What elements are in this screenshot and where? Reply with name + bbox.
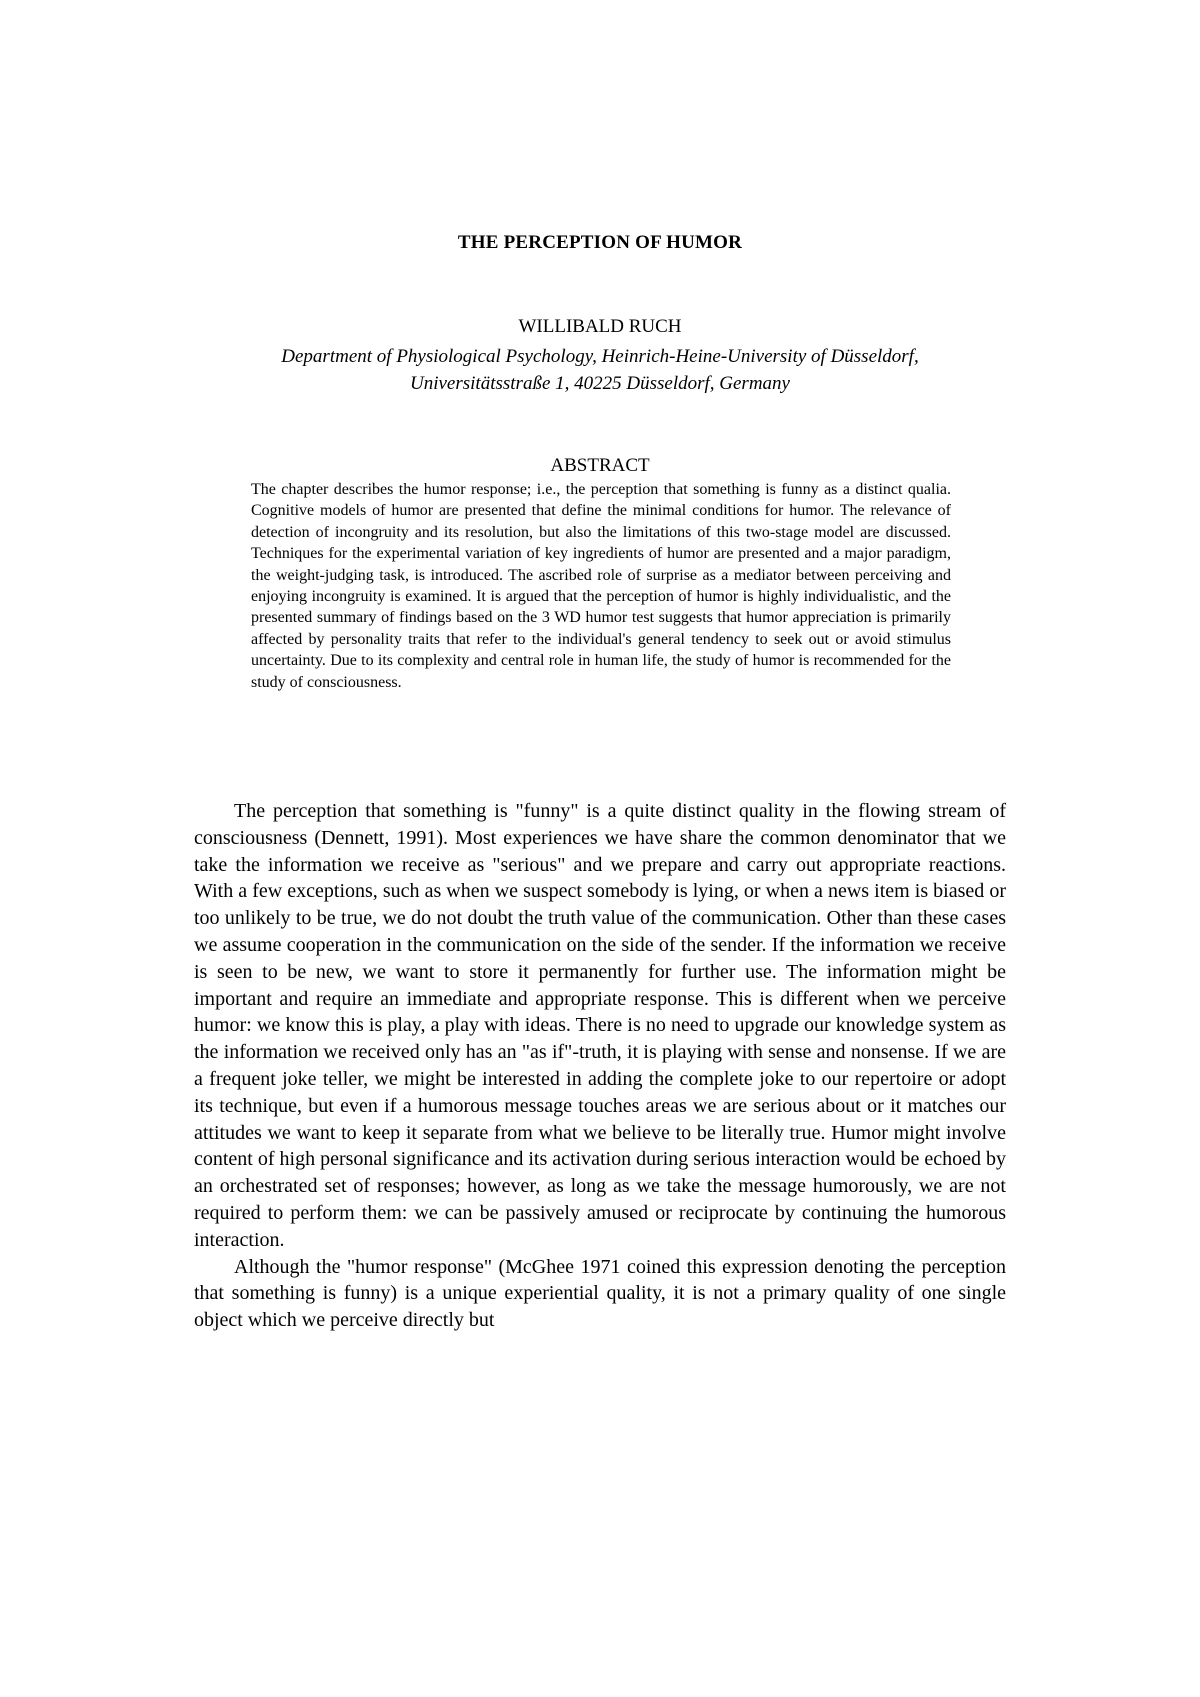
abstract-text: The chapter describes the humor response; i.e., the perception that something is funny as a distinct qualia. Cognitive models of humor are presented that define the minimal conditions for humor. The relevance of detection of incongruity and its resolution, but also the limitations of this two-stage model are discussed. Techniques for the experimental variation of key ingredients of humor are presented and a major paradigm, the weight-judging task, is introduced. The ascribed role of surprise as a mediator between perceiving and enjoying incongruity is examined. It is argued that the perception of humor is highly individualistic, and the presented summary of findings based on the 3 WD humor test suggests that humor appreciation is primarily affected by personality traits that refer to the individual's general tendency to seek out or avoid stimulus uncertainty. Due to its complexity and central role in human life, the study of humor is recommended for the study of consciousness. (251, 481, 951, 691)
body-text (194, 798, 1006, 1334)
author-name: WILLIBALD RUCH (518, 316, 682, 337)
body-paragraph: Although the "humor response" (McGhee 1971 coined this expression denoting the perception that something is funny) is a unique experiential quality, it is not a primary quality of one single object which we perceive directly but (194, 1255, 1006, 1332)
paper-title: THE PERCEPTION OF HUMOR (457, 232, 743, 253)
body-paragraph: The perception that something is "funny" is a quite distinct quality in the flowing stream of consciousness (Dennett, 1991). Most experiences we have share the common denominator that we take the information we receive as "serious" and we prepare and carry out appropriate reactions. With a few exceptions, such as when we suspect somebody is lying, or when a news item is biased or too unlikely to be true, we do not doubt the truth value of the communication. Other than these cases we assume cooperation in the communication on the side of the sender. If the information we receive is seen to be new, we want to store it permanently for further use. The information might be important and require an immediate and appropriate response. This is different when we perceive humor: we know this is play, a play with ideas. There is no need to upgrade our knowledge system as the information we received only has an "as if"-truth, it is playing with sense and nonsense. If we are a frequent joke teller, we might be interested in adding the complete joke to our repertoire or adopt its technique, but even if a humorous message touches areas we are serious about or it matches our attitudes we want to keep it separate from what we believe to be literally true. Humor might involve content of high personal significance and its activation during serious interaction would be echoed by an orchestrated set of responses; however, as long as we take the message humorously, we are not required to perform them: we can be passively amused or reciprocate by continuing the humorous interaction. (194, 800, 1006, 1251)
author-affiliation: Department of Physiological Psychology, Heinrich-Heine-University of Düsseldorf, Universitätsstraße 1, 40225 Düsseldorf, Germany (281, 346, 919, 394)
abstract-heading: ABSTRACT (550, 455, 650, 476)
